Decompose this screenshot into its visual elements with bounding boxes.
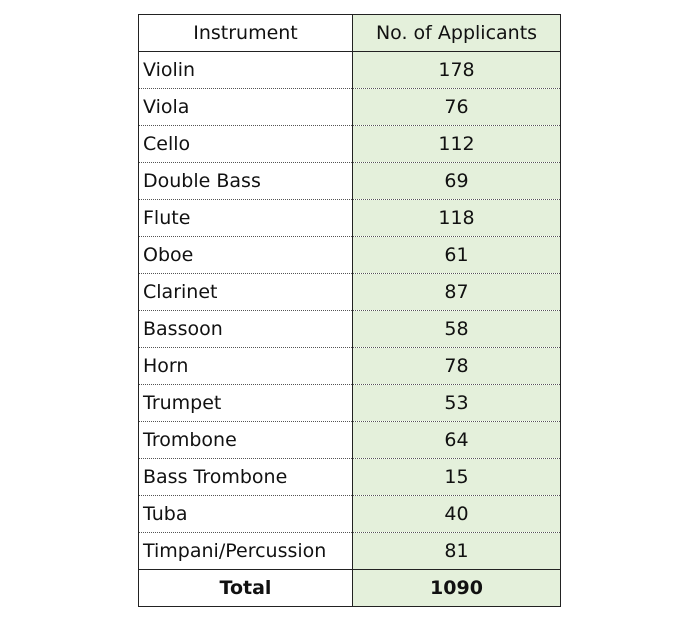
applicants-cell: 81	[353, 533, 561, 570]
instrument-cell: Trombone	[139, 422, 353, 459]
applicants-cell: 118	[353, 200, 561, 237]
applicants-cell: 78	[353, 348, 561, 385]
table-row	[139, 422, 561, 459]
applicants-cell: 69	[353, 163, 561, 200]
table-row	[139, 126, 561, 163]
applicants-cell: 64	[353, 422, 561, 459]
total-label: Total	[139, 570, 353, 607]
instrument-cell: Trumpet	[139, 385, 353, 422]
table-row	[139, 89, 561, 126]
applicants-cell: 112	[353, 126, 561, 163]
header-instrument: Instrument	[139, 15, 353, 52]
table-row	[139, 459, 561, 496]
total-value: 1090	[353, 570, 561, 607]
instrument-cell: Viola	[139, 89, 353, 126]
applicants-cell: 61	[353, 237, 561, 274]
applicants-cell: 40	[353, 496, 561, 533]
total-row	[139, 570, 561, 607]
instrument-cell: Tuba	[139, 496, 353, 533]
table-row	[139, 274, 561, 311]
table-row	[139, 52, 561, 89]
applicants-table	[138, 14, 561, 607]
instrument-cell: Horn	[139, 348, 353, 385]
header-row	[139, 15, 561, 52]
table-row	[139, 385, 561, 422]
applicants-cell: 58	[353, 311, 561, 348]
applicants-cell: 15	[353, 459, 561, 496]
table-row	[139, 348, 561, 385]
table-row	[139, 311, 561, 348]
applicants-cell: 76	[353, 89, 561, 126]
instrument-cell: Oboe	[139, 237, 353, 274]
applicants-cell: 178	[353, 52, 561, 89]
instrument-cell: Flute	[139, 200, 353, 237]
instrument-cell: Timpani/Percussion	[139, 533, 353, 570]
table-row	[139, 200, 561, 237]
table-row	[139, 533, 561, 570]
instrument-cell: Clarinet	[139, 274, 353, 311]
table-row	[139, 496, 561, 533]
applicants-cell: 53	[353, 385, 561, 422]
instrument-cell: Bassoon	[139, 311, 353, 348]
instrument-cell: Cello	[139, 126, 353, 163]
applicants-cell: 87	[353, 274, 561, 311]
header-applicants: No. of Applicants	[353, 15, 561, 52]
instrument-cell: Violin	[139, 52, 353, 89]
table-row	[139, 163, 561, 200]
table-row	[139, 237, 561, 274]
instrument-cell: Bass Trombone	[139, 459, 353, 496]
instrument-cell: Double Bass	[139, 163, 353, 200]
